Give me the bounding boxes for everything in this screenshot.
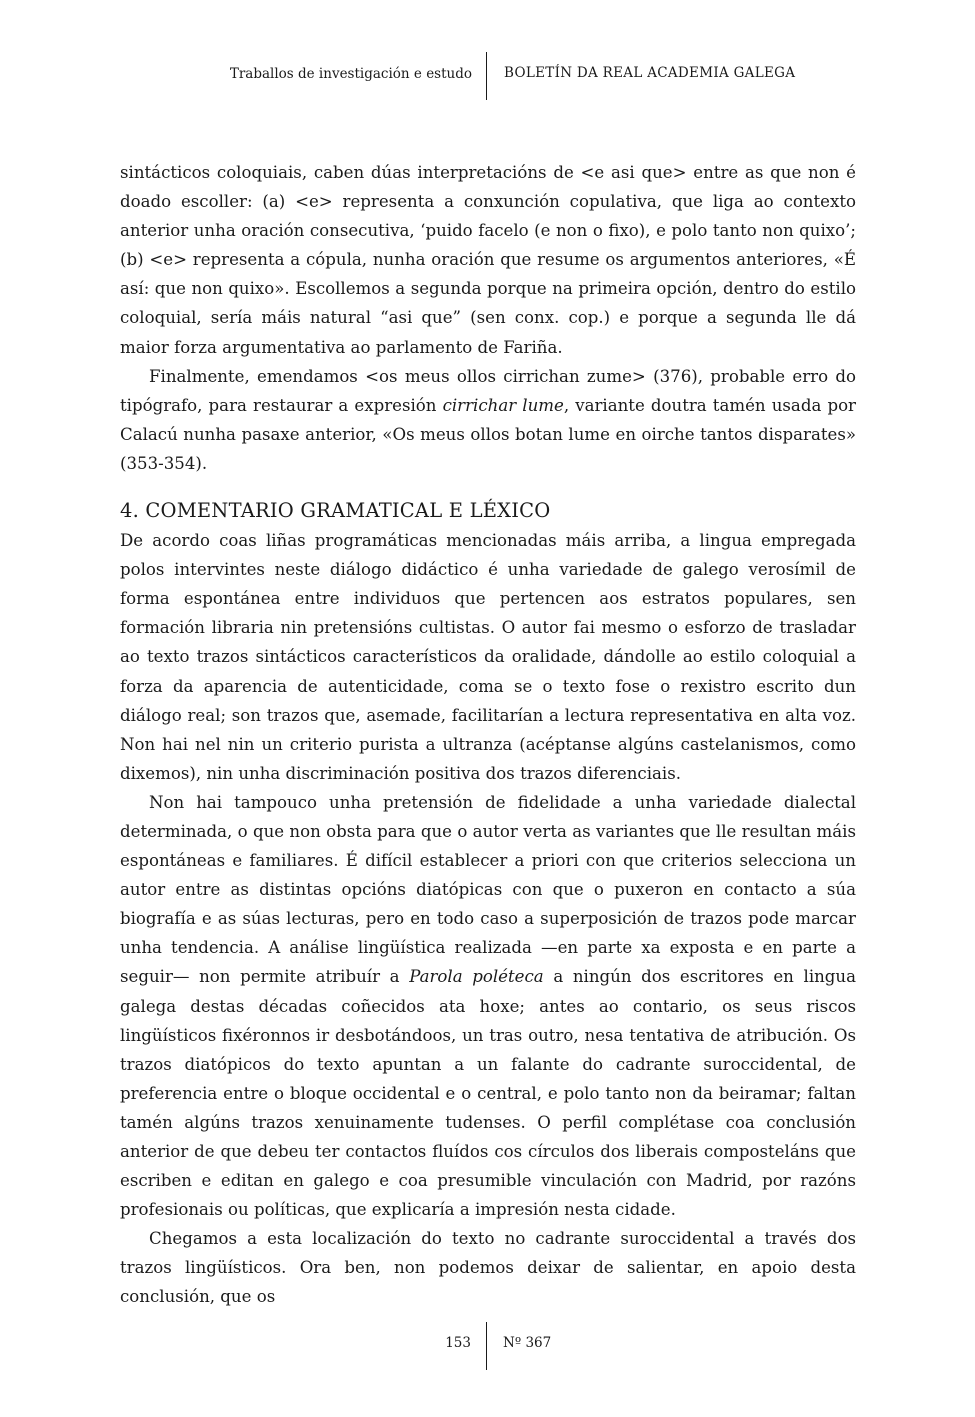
page-number: 153 — [445, 1335, 471, 1351]
issue-number: Nº 367 — [503, 1335, 552, 1351]
paragraph-2-text-a: Finalmente, emendamos <os meus ollos cirrichan zume> (376), probable erro do tipógrafo, para restaurar a expresión — [120, 366, 856, 415]
article-body — [120, 158, 856, 1312]
header-divider — [486, 52, 487, 100]
paragraph-2-text-b: , variante doutra tamén usada por Calacú nunha pasaxe anterior, «Os meus ollos botan lume en oirche tantos disparates» (353-354). — [120, 395, 856, 473]
paragraph-1: sintácticos coloquiais, caben dúas interpretacións de <e asi que> entre as que non é doado escoller: (a) <e> representa a conxunción copulativa, que liga ao contexto anterior unha oración consecutiva, ‘puido facelo (e non o fixo), e polo tanto non quixo’; (b) <e> representa a cópula, nunha oración que resume os argumentos anteriores, «É así: que non quixo». Escollemos a segunda porque na primeira opción, dentro do estilo coloquial, sería máis natural “asi que” (sen conx. cop.) e porque a segunda lle dá maior forza argumentativa ao parlamento de Fariña. — [120, 163, 856, 357]
paragraph-5: Chegamos a esta localización do texto no cadrante suroccidental a través dos trazos lingüísticos. Ora ben, non podemos deixar de salientar, en apoio desta conclusión, que os — [120, 1229, 856, 1307]
paragraph-2 — [120, 362, 856, 478]
paragraph-3: De acordo coas liñas programáticas mencionadas máis arriba, a lingua empregada polos intervintes neste diálogo didáctico é unha variedade de galego verosímil de forma espontánea entre individuos que pertencen aos estratos populares, sen formación libraria nin pretensións cultistas. O autor fai mesmo o esforzo de trasladar ao texto trazos sintácticos característicos da oralidade, dándolle ao estilo coloquial a forza da aparencia de autenticidade, coma se o texto fose o rexistro escrito dun diálogo real; son trazos que, asemade, facilitarían a lectura representativa en alta voz. Non hai nel nin un criterio purista a ultranza (acéptanse algúns castelanismos, como dixemos), nin unha discriminación positiva dos trazos diferenciais. — [120, 531, 856, 783]
footer-divider — [486, 1322, 487, 1370]
paragraph-4 — [120, 788, 856, 1224]
header-section-title: Traballos de investigación e estudo — [229, 66, 472, 82]
running-header — [0, 52, 975, 102]
section-heading: 4. COMENTARIO GRAMATICAL E LÉXICO — [120, 499, 551, 523]
header-journal-title: BOLETÍN DA REAL ACADEMIA GALEGA — [504, 65, 796, 81]
paragraph-2-italic: cirrichar lume — [442, 395, 564, 415]
paragraph-4-text-b: a ningún dos escritores en lingua galega destas décadas coñecidos ata hoxe; antes ao contario, os seus riscos lingüísticos fixéronnos ir desbotándoos, un tras outro, nesa tentativa de atribución. Os trazos diatópicos do texto apuntan a un falante do cadrante suroccidental, de preferencia entre o bloque occidental e o central, e polo tanto non da beiramar; faltan tamén algúns trazos xenuinamente tudenses. O perfil complétase coa conclusión anterior de que debeu ter contactos fluídos cos círculos dos liberais composteláns que escriben e editan en galego e coa presumible vinculación con Madrid, por razóns profesionais ou políticas, que explicaría a impresión nesta cidade. — [120, 967, 857, 1220]
paragraph-4-text-a: Non hai tampouco unha pretensión de fidelidade a unha variedade dialectal determinada, o que non obsta para que o autor verta as variantes que lle resultan máis espontáneas e familiares. É difícil establecer a priori con que criterios selecciona un autor entre as distintas opcións diatópicas con que o puxeron en contacto a súa biografía e as súas lecturas, pero en todo caso a superposición de trazos pode marcar unha tendencia. A análise lingüística realizada —en parte xa exposta e en parte a seguir— non permite atribuír a — [120, 792, 856, 987]
paragraph-4-italic: Parola poléteca — [409, 967, 544, 987]
running-footer — [0, 1322, 975, 1372]
